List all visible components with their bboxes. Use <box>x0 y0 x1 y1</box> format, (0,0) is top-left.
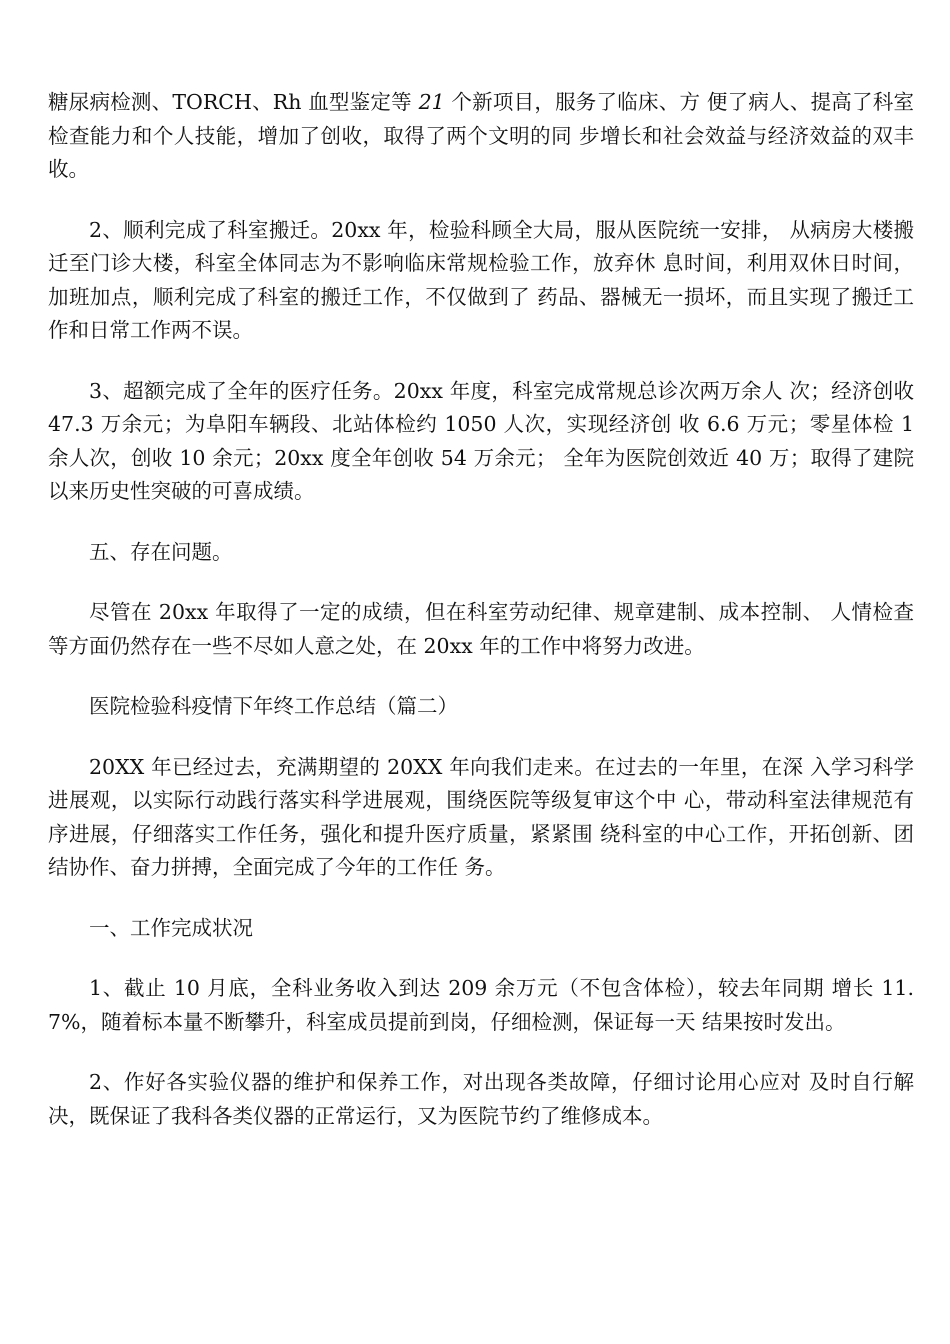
paragraph-continuation <box>48 86 914 187</box>
article-title-part-two: 医院检验科疫情下年终工作总结（篇二） <box>89 694 458 718</box>
paragraph-text-part: 个新项目，服务了临床、方 便了病人、提高了科室检查能力和个人技能，增加了创收，取得了两个文明的同 步增长和社会效益与经济效益的双丰收。 <box>48 90 914 181</box>
paragraph-intro-part-two: 20XX 年已经过去，充满期望的 20XX 年向我们走来。在过去的一年里，在深 入学习科学进展观，以实际行动践行落实科学进展观，围绕医院等级复审这个中 心，带动科室法律规范有序进展，仔细落实工作任务，强化和提升医疗质量，紧紧围 绕科室的中心工作，开拓创新、团结协作、奋力拼搏，全面完成了今年的工作任 务。 <box>48 754 914 879</box>
paragraph-text-part: 糖尿病检测、TORCH、Rh 血型鉴定等 <box>48 90 419 114</box>
section-heading-work-status: 一、工作完成状况 <box>89 915 253 940</box>
section-heading-problems: 五、存在问题。 <box>89 539 233 564</box>
paragraph-problems: 尽管在 20xx 年取得了一定的成绩，但在科室劳动纪律、规章建制、成本控制、 人情检查等方面仍然存在一些不尽如人意之处，在 20xx 年的工作中将努力改进。 <box>48 600 914 658</box>
paragraph-revenue: 1、截止 10 月底，全科业务收入到达 209 余万元（不包含体检），较去年同期 增长 11.7%，随着标本量不断攀升，科室成员提前到岗，仔细检测，保证每一天 结果按时发出。 <box>48 976 914 1034</box>
paragraph-maintenance: 2、作好各实验仪器的维护和保养工作，对出现各类故障，仔细讨论用心应对 及时自行解决，既保证了我科各类仪器的正常运行，又为医院节约了维修成本。 <box>48 1070 914 1128</box>
document-page <box>48 86 914 1133</box>
italic-number: 21 <box>418 90 445 114</box>
paragraph-relocation: 2、顺利完成了科室搬迁。20xx 年，检验科顾全大局，服从医院统一安排， 从病房大楼搬迁至门诊大楼，科室全体同志为不影响临床常规检验工作，放弃休 息时间，利用双休日时间，加班加点，顺利完成了科室的搬迁工作，不仅做到了 药品、器械无一损坏，而且实现了搬迁工作和日常工作两不误。 <box>48 217 914 342</box>
paragraph-medical-tasks: 3、超额完成了全年的医疗任务。20xx 年度，科室完成常规总诊次两万余人 次；经济创收 47.3 万余元；为阜阳车辆段、北站体检约 1050 人次，实现经济创 收 6.6 万元；零星体检 1 余人次，创收 10 余元；20xx 度全年创收 54 万余元； 全年为医院创效近 40 万；取得了建院以来历史性突破的可喜成绩。 <box>48 378 914 503</box>
